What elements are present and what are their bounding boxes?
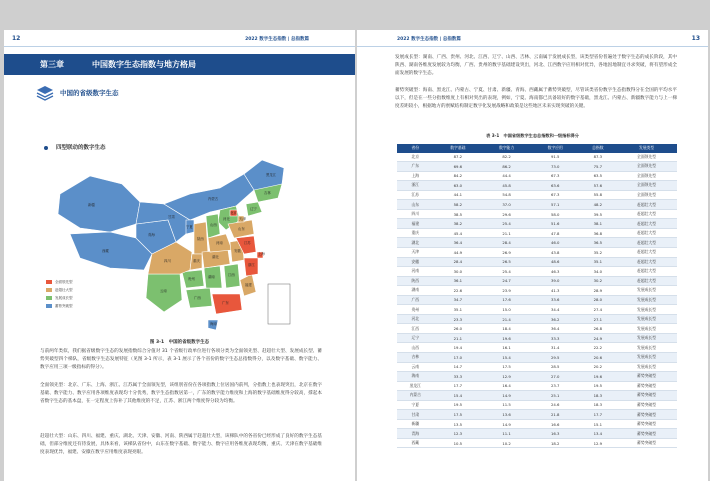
table-row: [397, 429, 677, 439]
legend-swatch: [46, 280, 52, 284]
table-cell: 山西: [397, 343, 434, 353]
table-cell: 上海: [397, 171, 434, 181]
table-cell: 35.2: [580, 247, 617, 257]
table-cell: 蓄势突破型: [616, 400, 677, 410]
table-cell: 51.6: [531, 219, 580, 229]
map-region-zhejiang: [244, 258, 258, 276]
table-cell: 48.6: [531, 257, 580, 267]
table-cell: 发展成长型: [616, 305, 677, 315]
map-province-label: 广东: [222, 301, 229, 305]
table-cell: 全面领先型: [616, 171, 677, 181]
section-title: 中国的省级数字生态: [60, 89, 119, 97]
table-header-cell: 总指数: [580, 144, 617, 153]
table-cell: 吉林: [397, 352, 434, 362]
map-province-label: 浙江: [248, 263, 255, 267]
table-cell: 17.5: [482, 362, 531, 372]
table-cell: 15.4: [434, 391, 483, 401]
table-cell: 27.1: [580, 314, 617, 324]
table-row: [397, 153, 677, 162]
table-cell: 54.8: [482, 190, 531, 200]
table-cell: 蓄势突破型: [616, 419, 677, 429]
map-region-hubei: [202, 250, 230, 268]
table-cell: 21.4: [482, 314, 531, 324]
table-row: [397, 209, 677, 219]
table-cell: 25.4: [482, 267, 531, 277]
table-cell: 17.6: [482, 295, 531, 305]
map-province-label: 天津: [239, 217, 246, 221]
table-cell: 16.4: [482, 381, 531, 391]
table-cell: 西藏: [397, 438, 434, 448]
table-cell: 17.0: [434, 352, 483, 362]
table-cell: 12.9: [482, 372, 531, 382]
table-row: [397, 228, 677, 238]
table-row: [397, 200, 677, 210]
table-cell: 47.8: [531, 228, 580, 238]
table-cell: 24.9: [580, 333, 617, 343]
table-cell: 发展成长型: [616, 362, 677, 372]
map-province-label: 陕西: [197, 237, 204, 241]
table-cell: 19.5: [434, 400, 483, 410]
map-province-label: 山东: [238, 227, 245, 231]
page-number: 12: [12, 35, 21, 42]
table-cell: 35.1: [434, 305, 483, 315]
map-province-label: 辽宁: [250, 207, 257, 211]
index-table: [397, 144, 677, 448]
table-cell: 河北: [397, 314, 434, 324]
table-cell: 33.3: [531, 333, 580, 343]
body-paragraph: 发展成长型：湖南、广西、贵州、河北、江西、辽宁、山西、吉林、云南属于发展成长型，该类型省份普遍处于数字生态的成长阶段，其中陕西、湖南各维度发展较为均衡，广西、贵州的数字基础建设突出，河北、江西数字应用相对优异，各地因地制宜寻求突破，将有望形成全面发展的数字生态。: [395, 55, 677, 77]
table-row: [397, 286, 677, 296]
map-province-label: 福建: [245, 283, 252, 287]
chapter-banner: [4, 54, 355, 75]
table-header-cell: 发展类型: [616, 144, 677, 153]
table-cell: 69.6: [434, 162, 483, 172]
table-row: [397, 295, 677, 305]
table-row: [397, 324, 677, 334]
table-cell: 45.4: [434, 228, 483, 238]
table-cell: 13.6: [482, 410, 531, 420]
map-legend: [46, 278, 73, 310]
map-province-label: 新疆: [88, 203, 95, 207]
table-cell: 河南: [397, 267, 434, 277]
table-cell: 46.3: [531, 267, 580, 277]
table-cell: 34.4: [531, 305, 580, 315]
table-cell: 18.2: [531, 438, 580, 448]
table-row: [397, 391, 677, 401]
map-province-label: 吉林: [264, 191, 271, 195]
table-cell: 82.2: [482, 153, 531, 162]
legend-label: 发展成长型: [55, 295, 73, 300]
table-cell: 北京: [397, 153, 434, 162]
table-cell: 57.1: [531, 200, 580, 210]
table-cell: 14.7: [434, 362, 483, 372]
chapter-number: 第三章: [40, 60, 64, 69]
table-cell: 25.1: [531, 391, 580, 401]
table-cell: 23.7: [531, 381, 580, 391]
page-number: 13: [691, 35, 700, 42]
map-province-label: 贵州: [188, 277, 195, 281]
table-cell: 27.4: [580, 305, 617, 315]
right-page: [357, 30, 708, 481]
table-cell: 20.6: [580, 352, 617, 362]
table-cell: 赶超壮大型: [616, 238, 677, 248]
table-cell: 34.7: [434, 295, 483, 305]
map-province-label: 河南: [216, 241, 223, 245]
table-header-cell: 数字基础: [434, 144, 483, 153]
table-cell: 21.1: [434, 333, 483, 343]
map-province-label: 西藏: [102, 249, 109, 253]
table-cell: 26.0: [434, 324, 483, 334]
table-cell: 57.6: [580, 181, 617, 191]
map-province-label: 江苏: [244, 241, 251, 245]
table-cell: 36.4: [434, 238, 483, 248]
table-cell: 蓄势突破型: [616, 410, 677, 420]
table-row: [397, 400, 677, 410]
table-cell: 22.6: [434, 286, 483, 296]
table-cell: 发展成长型: [616, 295, 677, 305]
table-cell: 14.9: [482, 391, 531, 401]
table-cell: 浙江: [397, 181, 434, 191]
map-province-label: 四川: [164, 259, 171, 263]
legend-item: [46, 302, 73, 310]
table-cell: 赶超壮大型: [616, 267, 677, 277]
table-row: [397, 219, 677, 229]
table-cell: 26.8: [580, 324, 617, 334]
table-cell: 内蒙古: [397, 391, 434, 401]
table-cell: 36.2: [531, 314, 580, 324]
left-page: [4, 30, 355, 481]
table-row: [397, 362, 677, 372]
table-cell: 贵州: [397, 305, 434, 315]
table-cell: 新疆: [397, 419, 434, 429]
table-row: [397, 333, 677, 343]
table-row: [397, 381, 677, 391]
table-cell: 全面领先型: [616, 181, 677, 191]
table-cell: 24.7: [482, 276, 531, 286]
body-paragraph: 全面领先型：北京、广东、上海、浙江、江苏属于全面领先型，该组别省份在各项指数上位居国内前列，分指数上也表现突出，北京在数字基础、数字能力、数字应用各项维度表现均十分优秀，数字生态指数居第一，广东的数字能力维度和上海的数字基础维度得分较高，撑起本省数字生态的基本盘，在一定程度上弥补了其他维度的不足，江苏、浙江两个维度得分较为均衡。: [40, 383, 322, 405]
table-cell: 16.1: [482, 343, 531, 353]
map-province-label: 海南: [210, 322, 217, 326]
table-cell: 36.8: [580, 228, 617, 238]
table-cell: 35.1: [580, 257, 617, 267]
bullet-dot-icon: [44, 146, 48, 150]
table-cell: 12.9: [580, 438, 617, 448]
body-paragraph: 与前两年类似，我们据省级数字生态的发展指数综合分值对 31 个省级行政单位进行各项分类为全面领先型、赶超壮大型、发展成长型、蓄势突破型四个梯队，省级数字生态发展特征（见图 3-1 所示，表 3-1 展示了各个省份的数字生态总指数得分，以及数字基础、数字能力、数字应用三项一级指标的得分）。: [40, 349, 322, 371]
table-cell: 38.5: [434, 209, 483, 219]
table-row: [397, 190, 677, 200]
table-cell: 18.3: [580, 400, 617, 410]
table-cell: 36.1: [434, 276, 483, 286]
table-cell: 16.3: [531, 429, 580, 439]
table-row: [397, 438, 677, 448]
table-cell: 28.0: [580, 295, 617, 305]
table-row: [397, 162, 677, 172]
table-cell: 84.2: [434, 171, 483, 181]
table-cell: 41.3: [531, 286, 580, 296]
table-row: [397, 305, 677, 315]
map-province-label: 甘肃: [168, 215, 175, 219]
table-cell: 22.2: [580, 343, 617, 353]
table-cell: 赶超壮大型: [616, 219, 677, 229]
table-cell: 63.0: [434, 181, 483, 191]
table-cell: 63.5: [580, 171, 617, 181]
table-header-cell: 数字应用: [531, 144, 580, 153]
legend-label: 蓄势突破型: [55, 303, 73, 308]
table-cell: 蓄势突破型: [616, 381, 677, 391]
table-cell: 29.6: [482, 209, 531, 219]
map-province-label: 北京: [230, 211, 237, 215]
table-cell: 11.1: [482, 429, 531, 439]
page-header: [357, 30, 708, 47]
table-cell: 赶超壮大型: [616, 209, 677, 219]
table-cell: 蓄势突破型: [616, 438, 677, 448]
table-header-cell: 数字能力: [482, 144, 531, 153]
table-cell: 10.5: [434, 438, 483, 448]
table-cell: 19.6: [580, 372, 617, 382]
map-province-label: 安徽: [234, 249, 241, 253]
table-cell: 陕西: [397, 276, 434, 286]
table-cell: 26.5: [482, 257, 531, 267]
table-cell: 28.4: [482, 238, 531, 248]
table-cell: 46.0: [531, 238, 580, 248]
table-cell: 福建: [397, 219, 434, 229]
table-cell: 45.8: [482, 181, 531, 191]
table-cell: 13.5: [434, 419, 483, 429]
map-province-label: 上海: [258, 252, 265, 256]
legend-item: [46, 286, 73, 294]
table-cell: 33.6: [531, 295, 580, 305]
map-region-yunnan: [146, 274, 182, 312]
table-cell: 63.6: [531, 181, 580, 191]
table-cell: 12.3: [434, 429, 483, 439]
table-cell: 四川: [397, 209, 434, 219]
page-header: [4, 30, 355, 47]
table-cell: 33.3: [434, 372, 483, 382]
table-row: [397, 181, 677, 191]
table-cell: 86.2: [482, 162, 531, 172]
table-cell: 20.2: [580, 362, 617, 372]
table-cell: 43.8: [531, 247, 580, 257]
table-row: [397, 257, 677, 267]
table-cell: 58.2: [434, 200, 483, 210]
table-cell: 23.9: [482, 286, 531, 296]
legend-item: [46, 278, 73, 286]
table-cell: 湖北: [397, 238, 434, 248]
table-row: [397, 171, 677, 181]
table-cell: 13.4: [580, 429, 617, 439]
legend-swatch: [46, 304, 52, 308]
layers-icon: [36, 85, 54, 101]
map-caption: 图 3-1 中国的省级数字生态: [149, 340, 210, 345]
map-province-label: 江西: [228, 273, 235, 277]
table-cell: 38.2: [434, 219, 483, 229]
map-province-label: 内蒙古: [208, 197, 219, 201]
table-cell: 21.1: [482, 228, 531, 238]
table-cell: 24.6: [531, 400, 580, 410]
table-cell: 44.4: [482, 171, 531, 181]
running-title: 2022 数字生态指数 | 总指数篇: [245, 37, 309, 42]
table-cell: 发展成长型: [616, 314, 677, 324]
table-cell: 17.5: [434, 410, 483, 420]
table-cell: 28.9: [580, 286, 617, 296]
table-cell: 15.0: [482, 305, 531, 315]
table-cell: 75.7: [580, 162, 617, 172]
map-province-label: 青海: [148, 233, 155, 237]
table-cell: 江苏: [397, 190, 434, 200]
table-cell: 10.2: [482, 438, 531, 448]
table-cell: 赶超壮大型: [616, 257, 677, 267]
table-cell: 16.6: [531, 419, 580, 429]
table-cell: 38.1: [580, 219, 617, 229]
map-province-label: 黑龙江: [266, 173, 277, 177]
table-cell: 广西: [397, 295, 434, 305]
map-province-label: 湖南: [208, 275, 215, 279]
table-cell: 蓄势突破型: [616, 391, 677, 401]
legend-label: 赶超壮大型: [55, 287, 73, 292]
table-row: [397, 372, 677, 382]
china-province-map: [40, 154, 310, 339]
table-row: [397, 352, 677, 362]
table-cell: 58.0: [531, 209, 580, 219]
table-cell: 云南: [397, 362, 434, 372]
table-cell: 36.5: [580, 238, 617, 248]
table-cell: 31.4: [531, 343, 580, 353]
table-cell: 黑龙江: [397, 381, 434, 391]
table-cell: 天津: [397, 247, 434, 257]
map-province-label: 河北: [223, 217, 230, 221]
table-caption: 表 3-1 中国省级数字生态总指数和一级指标得分: [486, 133, 579, 138]
table-cell: 山东: [397, 200, 434, 210]
table-cell: 27.0: [531, 372, 580, 382]
table-row: [397, 410, 677, 420]
map-province-label: 重庆: [193, 259, 200, 263]
table-cell: 17.7: [434, 381, 483, 391]
table-cell: 23.3: [434, 314, 483, 324]
table-cell: 18.3: [580, 391, 617, 401]
table-cell: 江西: [397, 324, 434, 334]
table-cell: 25.4: [482, 219, 531, 229]
table-cell: 19.4: [434, 343, 483, 353]
table-cell: 26.9: [482, 247, 531, 257]
table-cell: 37.0: [482, 200, 531, 210]
table-cell: 广东: [397, 162, 434, 172]
table-cell: 36.4: [531, 324, 580, 334]
map-province-label: 山西: [210, 223, 217, 227]
table-cell: 34.0: [580, 267, 617, 277]
table-cell: 赶超壮大型: [616, 228, 677, 238]
table-cell: 87.3: [580, 153, 617, 162]
table-cell: 44.1: [434, 190, 483, 200]
table-cell: 蓄势突破型: [616, 372, 677, 382]
table-cell: 30.2: [580, 276, 617, 286]
body-paragraph: 蓄势突破型：海南、黑龙江、内蒙古、宁夏、甘肃、新疆、青海、西藏属于蓄势突破型，尽管该类省份数字生态指数得分在全国的平均水平以下，但是在一些分指数维度上有相对突出的表现，例如，宁夏、海南都已具备较好的数字基础，黑龙江、内蒙古、新疆数字能力与上一梯度差距较小，根据地方的禀赋结构制定数字化发展战略和政策是这些地区未来实现突破的关键。: [395, 88, 677, 110]
table-cell: 11.5: [482, 400, 531, 410]
table-cell: 重庆: [397, 228, 434, 238]
table-cell: 55.8: [580, 190, 617, 200]
chapter-title: 中国数字生态指数与地方格局: [92, 60, 196, 69]
table-cell: 39.0: [531, 276, 580, 286]
table-cell: 发展成长型: [616, 286, 677, 296]
table-cell: 发展成长型: [616, 352, 677, 362]
table-cell: 19.5: [580, 381, 617, 391]
table-cell: 宁夏: [397, 400, 434, 410]
table-cell: 29.5: [531, 352, 580, 362]
legend-swatch: [46, 288, 52, 292]
map-province-label: 湖北: [212, 255, 219, 259]
table-cell: 67.3: [531, 190, 580, 200]
table-cell: 91.5: [531, 153, 580, 162]
table-cell: 蓄势突破型: [616, 429, 677, 439]
table-cell: 44.9: [434, 247, 483, 257]
table-cell: 安徽: [397, 257, 434, 267]
table-row: [397, 343, 677, 353]
map-province-label: 宁夏: [186, 225, 193, 229]
table-row: [397, 247, 677, 257]
table-cell: 30.0: [434, 267, 483, 277]
table-row: [397, 419, 677, 429]
subsection-title: 四型联动的数字生态: [56, 145, 106, 151]
table-cell: 全面领先型: [616, 162, 677, 172]
table-row: [397, 276, 677, 286]
table-cell: 18.4: [482, 324, 531, 334]
table-cell: 21.8: [531, 410, 580, 420]
table-cell: 39.5: [580, 209, 617, 219]
south-china-sea-inset: [268, 284, 290, 324]
map-region-xinjiang: [58, 176, 140, 232]
table-cell: 15.4: [482, 352, 531, 362]
table-cell: 48.2: [580, 200, 617, 210]
table-row: [397, 314, 677, 324]
table-cell: 19.6: [482, 333, 531, 343]
table-cell: 14.9: [482, 419, 531, 429]
table-cell: 15.1: [580, 419, 617, 429]
table-cell: 青海: [397, 429, 434, 439]
legend-item: [46, 294, 73, 302]
table-cell: 海南: [397, 372, 434, 382]
legend-label: 全面领先型: [55, 279, 73, 284]
table-cell: 赶超壮大型: [616, 247, 677, 257]
table-cell: 67.3: [531, 171, 580, 181]
table-cell: 全面领先型: [616, 153, 677, 162]
table-cell: 87.2: [434, 153, 483, 162]
legend-swatch: [46, 296, 52, 300]
map-province-label: 云南: [160, 289, 167, 293]
table-cell: 甘肃: [397, 410, 434, 420]
table-row: [397, 267, 677, 277]
table-cell: 辽宁: [397, 333, 434, 343]
table-cell: 赶超壮大型: [616, 276, 677, 286]
table-cell: 28.5: [531, 362, 580, 372]
table-cell: 17.7: [580, 410, 617, 420]
table-cell: 28.4: [434, 257, 483, 267]
table-cell: 发展成长型: [616, 324, 677, 334]
table-cell: 赶超壮大型: [616, 200, 677, 210]
running-title: 2022 数字生态指数 | 总指数篇: [397, 37, 461, 42]
table-cell: 发展成长型: [616, 333, 677, 343]
table-cell: 73.0: [531, 162, 580, 172]
table-header-cell: 省份: [397, 144, 434, 153]
table-cell: 全面领先型: [616, 190, 677, 200]
body-paragraph: 赶超壮大型：山东、四川、福建、重庆、湖北、天津、安徽、河南、陕西属于赶超壮大型，该梯队中的各省份已经形成了良好的数字生态基础，但部分维度还有待发展，具体来看，该梯队省份中，山东在数字基础、数字能力、数字应用各维度表现均衡，重庆、天津在数字基础维度表现优异，福建、安徽在数字应用维度表现亮眼。: [40, 434, 322, 456]
table-cell: 发展成长型: [616, 343, 677, 353]
map-province-label: 广西: [194, 296, 201, 300]
table-cell: 湖南: [397, 286, 434, 296]
table-row: [397, 238, 677, 248]
